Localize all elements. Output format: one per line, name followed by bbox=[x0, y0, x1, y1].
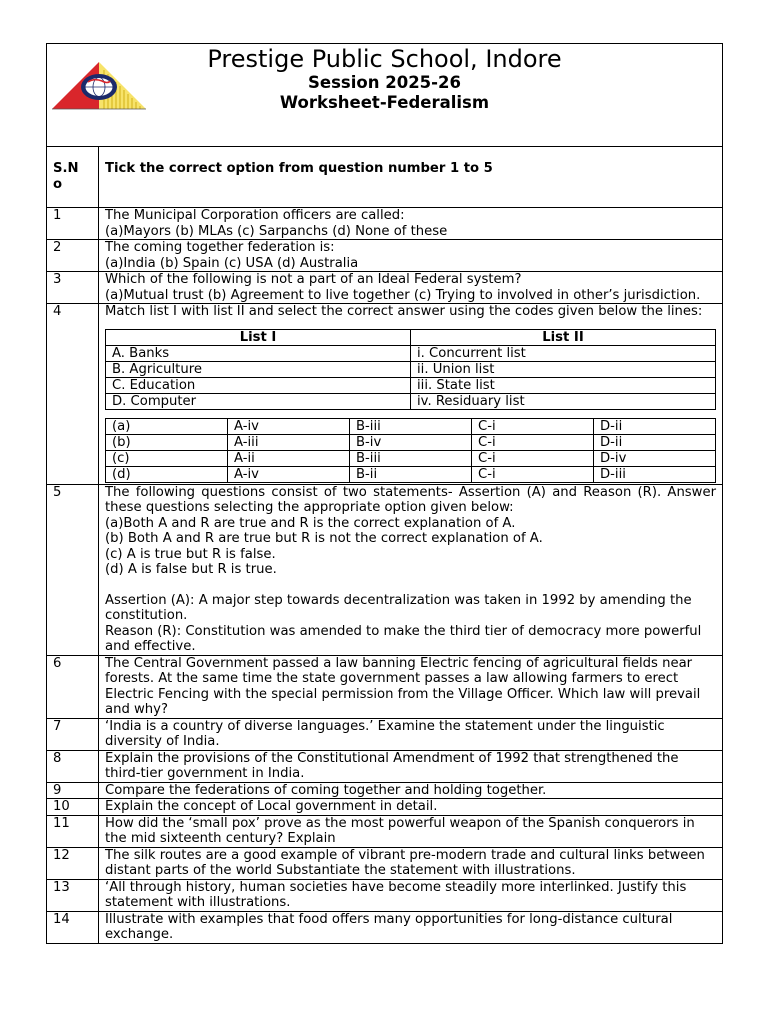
question-number: 3 bbox=[47, 272, 99, 304]
question-text: Illustrate with examples that food offers many opportunities for long-distance cultural exchange. bbox=[99, 911, 723, 943]
question-row bbox=[47, 799, 723, 816]
match-cell: D. Computer bbox=[106, 393, 411, 409]
session-title: Session 2025-26 bbox=[308, 73, 461, 92]
question-number: 11 bbox=[47, 815, 99, 847]
question-number: 7 bbox=[47, 718, 99, 750]
header-cell bbox=[47, 44, 723, 147]
question-number: 13 bbox=[47, 879, 99, 911]
code-cell: B-iv bbox=[350, 434, 472, 450]
code-cell: B-ii bbox=[350, 466, 472, 482]
question-row bbox=[47, 208, 723, 240]
match-cell: i. Concurrent list bbox=[411, 345, 716, 361]
question-text: The Central Government passed a law banning Electric fencing of agricultural fields near forests. At the same time the state government passes a law allowing farmers to erect Electric Fencing with the special permission from the Village Officer. Which law will prevail and why? bbox=[99, 655, 723, 718]
school-name: Prestige Public School, Indore bbox=[207, 45, 562, 73]
question-text: Explain the concept of Local government in detail. bbox=[99, 799, 723, 816]
question-number: 9 bbox=[47, 782, 99, 799]
list-one-header: List I bbox=[106, 329, 411, 345]
question-text: The silk routes are a good example of vibrant pre-modern trade and cultural links between distant parts of the world Substantiate the statement with illustrations. bbox=[99, 847, 723, 879]
question-number: 1 bbox=[47, 208, 99, 240]
question-row bbox=[47, 655, 723, 718]
question-text: Which of the following is not a part of an Ideal Federal system? (a)Mutual trust (b) Agreement to live together (c) Trying to involved in other’s jurisdiction. bbox=[99, 272, 723, 304]
code-cell: C-i bbox=[472, 450, 594, 466]
code-cell: B-iii bbox=[350, 418, 472, 434]
code-cell: D-iv bbox=[594, 450, 716, 466]
question-text: Match list I with list II and select the correct answer using the codes given below the lines: List I List II A. Banks i. Concurrent list B. Agriculture ii. Union list C. Education iii. State list D. Computer iv. Residuary list (a) A-iv B-iii C-i D-ii (b) A-iii B-iv C-i D-ii (c) A-ii B-iii C-i D-iv (d) A-iv B-ii C-i D-iii bbox=[99, 304, 723, 485]
question-number: 10 bbox=[47, 799, 99, 816]
question-row bbox=[47, 484, 723, 655]
code-cell: C-i bbox=[472, 466, 594, 482]
code-cell: C-i bbox=[472, 434, 594, 450]
match-cell: iv. Residuary list bbox=[411, 393, 716, 409]
code-cell: A-iv bbox=[228, 466, 350, 482]
question-row bbox=[47, 847, 723, 879]
question-text: The Municipal Corporation officers are called: (a)Mayors (b) MLAs (c) Sarpanchs (d) None of these bbox=[99, 208, 723, 240]
question-text: ‘India is a country of diverse languages.’ Examine the statement under the linguistic diversity of India. bbox=[99, 718, 723, 750]
question-text: Compare the federations of coming together and holding together. bbox=[99, 782, 723, 799]
sno-header: S.No bbox=[47, 147, 99, 208]
header-row bbox=[47, 44, 723, 147]
code-cell: (c) bbox=[106, 450, 228, 466]
code-cell: A-iv bbox=[228, 418, 350, 434]
question-row bbox=[47, 718, 723, 750]
match-cell: ii. Union list bbox=[411, 361, 716, 377]
question-number: 4 bbox=[47, 304, 99, 485]
question-number: 12 bbox=[47, 847, 99, 879]
code-cell: A-iii bbox=[228, 434, 350, 450]
worksheet-title: Worksheet-Federalism bbox=[279, 93, 490, 112]
instruction-row bbox=[47, 147, 723, 208]
list-two-header: List II bbox=[411, 329, 716, 345]
code-cell: C-i bbox=[472, 418, 594, 434]
question-text: Explain the provisions of the Constitutional Amendment of 1992 that strengthened the third-tier government in India. bbox=[99, 750, 723, 782]
code-cell: B-iii bbox=[350, 450, 472, 466]
question-row bbox=[47, 879, 723, 911]
question-text: The coming together federation is: (a)India (b) Spain (c) USA (d) Australia bbox=[99, 240, 723, 272]
codes-table bbox=[105, 418, 716, 483]
question-number: 8 bbox=[47, 750, 99, 782]
code-cell: D-ii bbox=[594, 434, 716, 450]
question-row bbox=[47, 815, 723, 847]
code-cell: (d) bbox=[106, 466, 228, 482]
question-row bbox=[47, 304, 723, 485]
worksheet bbox=[46, 43, 722, 944]
code-cell: D-ii bbox=[594, 418, 716, 434]
code-cell: A-ii bbox=[228, 450, 350, 466]
question-row bbox=[47, 240, 723, 272]
code-cell: D-iii bbox=[594, 466, 716, 482]
question-number: 14 bbox=[47, 911, 99, 943]
question-text: How did the ‘small pox’ prove as the most powerful weapon of the Spanish conquerors in the mid sixteenth century? Explain bbox=[99, 815, 723, 847]
question-number: 6 bbox=[47, 655, 99, 718]
question-text: The following questions consist of two statements- Assertion (A) and Reason (R). Answer these questions selecting the appropriate option given below: (a)Both A and R are true and R is the correct explanation of A. (b) Both A and R are true but R is not the correct explanation of A. (c) A is true but R is false. (d) A is false but R is true. Assertion (A): A major step towards decentralization was taken in 1992 by amending the constitution. Reason (R): Constitution was amended to make the third tier of democracy more powerful and effective. bbox=[99, 484, 723, 655]
match-cell: B. Agriculture bbox=[106, 361, 411, 377]
question-row bbox=[47, 782, 723, 799]
question-row bbox=[47, 911, 723, 943]
question-number: 5 bbox=[47, 484, 99, 655]
match-cell: C. Education bbox=[106, 377, 411, 393]
question-text: ‘All through history, human societies have become steadily more interlinked. Justify this statement with illustrations. bbox=[99, 879, 723, 911]
code-cell: (a) bbox=[106, 418, 228, 434]
instruction-text: Tick the correct option from question number 1 to 5 bbox=[99, 147, 723, 208]
match-cell: iii. State list bbox=[411, 377, 716, 393]
match-table bbox=[105, 329, 716, 410]
match-cell: A. Banks bbox=[106, 345, 411, 361]
question-row bbox=[47, 750, 723, 782]
question-number: 2 bbox=[47, 240, 99, 272]
question-row bbox=[47, 272, 723, 304]
worksheet-table bbox=[46, 43, 723, 944]
code-cell: (b) bbox=[106, 434, 228, 450]
